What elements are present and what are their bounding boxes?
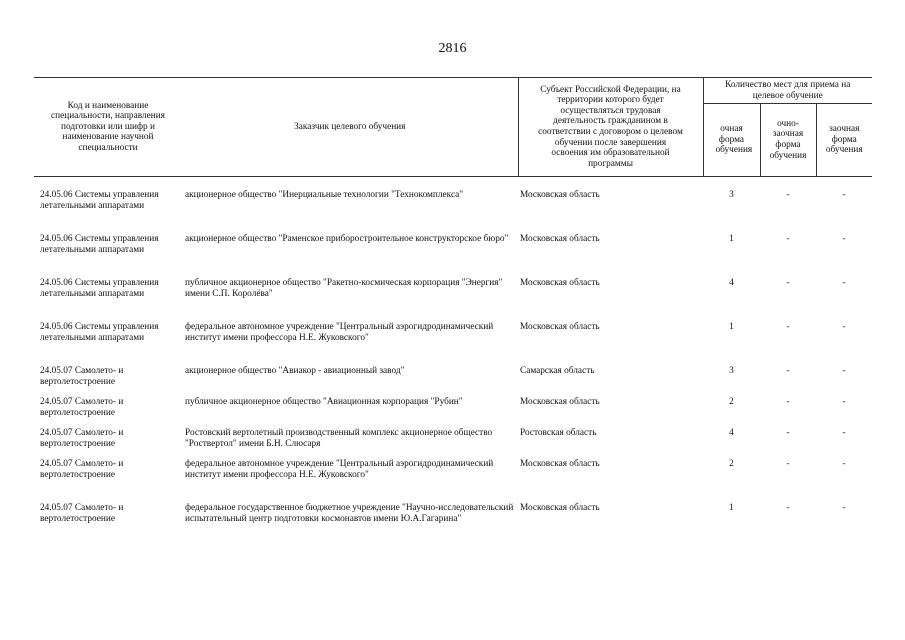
row-part-time: - <box>786 190 790 200</box>
row-part-time: - <box>786 278 790 288</box>
header-full-time: очная форма обучения <box>703 104 760 177</box>
row-part-time: - <box>786 322 790 332</box>
row-code: 24.05.06 Системы управления летательными аппаратами <box>40 190 159 211</box>
row-part-time: - <box>786 503 790 513</box>
row-full-time: 4 <box>729 428 734 438</box>
header-part-time: очно-заочная форма обучения <box>760 104 816 177</box>
header-customer: Заказчик целевого обучения <box>182 78 518 177</box>
row-code: 24.05.07 Самолето- и вертолетостроение <box>40 459 124 480</box>
row-full-time: 2 <box>729 459 734 469</box>
row-region: Московская область <box>520 190 600 200</box>
row-distance: - <box>842 397 846 407</box>
table-row <box>34 278 872 322</box>
row-full-time: 1 <box>729 322 734 332</box>
row-customer: федеральное автономное учреждение "Центральный аэрогидродинамический институт имени профессора Н.Е. Жуковского" <box>185 459 494 480</box>
row-region: Московская область <box>520 278 600 288</box>
row-customer: федеральное автономное учреждение "Центральный аэрогидродинамический институт имени профессора Н.Е. Жуковского" <box>185 322 494 343</box>
row-part-time: - <box>786 397 790 407</box>
row-part-time: - <box>786 366 790 376</box>
table-row <box>34 234 872 278</box>
table-row <box>34 459 872 503</box>
row-full-time: 4 <box>729 278 734 288</box>
row-code: 24.05.07 Самолето- и вертолетостроение <box>40 366 124 387</box>
row-region: Ростовская область <box>520 428 597 438</box>
row-code: 24.05.06 Системы управления летательными аппаратами <box>40 234 159 255</box>
row-full-time: 2 <box>729 397 734 407</box>
row-customer: федеральное государственное бюджетное учреждение "Научно-исследовательский испытательный центр подготовки космонавтов имени Ю.А.Гагарина" <box>185 503 514 524</box>
target-training-table <box>34 77 872 551</box>
row-code: 24.05.07 Самолето- и вертолетостроение <box>40 397 124 418</box>
row-part-time: - <box>786 428 790 438</box>
table-row <box>34 428 872 459</box>
header-code: Код и наименование специальности, направления подготовки или шифр и наименование научной специальности <box>34 78 182 177</box>
row-customer: акционерное общество "Раменское приборостроительное конструкторское бюро" <box>185 234 509 244</box>
row-distance: - <box>842 234 846 244</box>
header-region: Субъект Российской Федерации, на территории которого будет осуществляться трудовая деятельность гражданином в соответствии с договором о целевом обучении после завершения освоения им образовательной программы <box>518 78 703 177</box>
row-customer: акционерное общество "Инерциальные технологии "Технокомплекса" <box>185 190 464 200</box>
row-code: 24.05.06 Системы управления летательными аппаратами <box>40 278 159 299</box>
row-distance: - <box>842 428 846 438</box>
row-part-time: - <box>786 234 790 244</box>
table-body <box>34 177 872 552</box>
row-region: Московская область <box>520 322 600 332</box>
row-distance: - <box>842 366 846 376</box>
row-customer: публичное акционерное общество "Ракетно-космическая корпорация "Энергия" имени С.П. Королёва" <box>185 278 503 299</box>
row-full-time: 3 <box>729 366 734 376</box>
row-region: Московская область <box>520 503 600 513</box>
header-places: Количество мест для приема на целевое обучение <box>703 78 872 104</box>
row-code: 24.05.07 Самолето- и вертолетостроение <box>40 503 124 524</box>
row-distance: - <box>842 322 846 332</box>
table-row <box>34 503 872 551</box>
row-region: Самарская область <box>520 366 595 376</box>
row-distance: - <box>842 503 846 513</box>
row-customer: акционерное общество "Авиакор - авиационный завод" <box>185 366 405 376</box>
table-row <box>34 322 872 366</box>
row-code: 24.05.06 Системы управления летательными аппаратами <box>40 322 159 343</box>
row-part-time: - <box>786 459 790 469</box>
row-code: 24.05.07 Самолето- и вертолетостроение <box>40 428 124 449</box>
table-row <box>34 190 872 234</box>
header-distance: заочная форма обучения <box>816 104 872 177</box>
table-row <box>34 366 872 397</box>
row-customer: публичное акционерное общество "Авиационная корпорация "Рубин" <box>185 397 463 407</box>
row-full-time: 1 <box>729 503 734 513</box>
page-number: 2816 <box>438 41 467 56</box>
row-distance: - <box>842 190 846 200</box>
row-full-time: 3 <box>729 190 734 200</box>
row-distance: - <box>842 459 846 469</box>
row-distance: - <box>842 278 846 288</box>
row-region: Московская область <box>520 397 600 407</box>
row-customer: Ростовский вертолетный производственный комплекс акционерное общество "Роствертол" имени Б.Н. Слюсаря <box>185 428 493 449</box>
row-full-time: 1 <box>729 234 734 244</box>
row-region: Московская область <box>520 234 600 244</box>
row-region: Московская область <box>520 459 600 469</box>
table-row <box>34 397 872 428</box>
